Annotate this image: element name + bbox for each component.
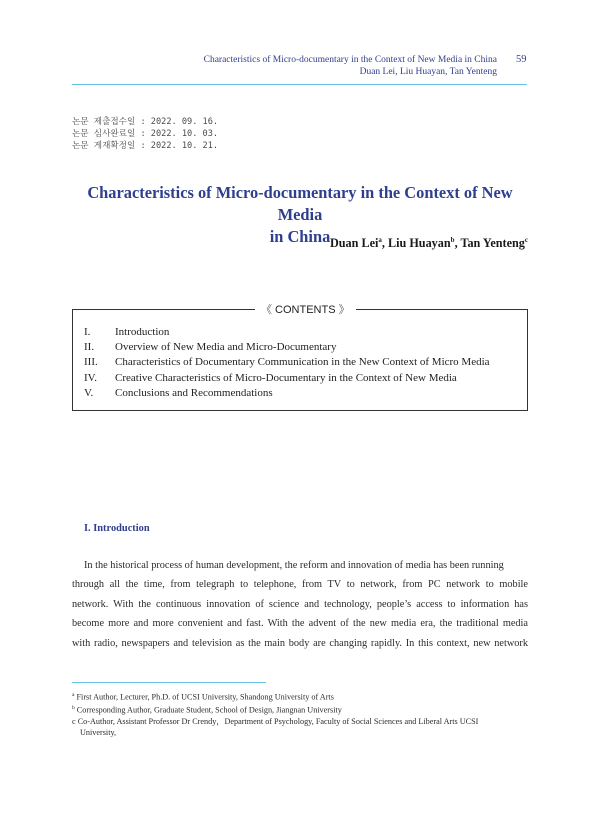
author-separator: , — [381, 236, 388, 251]
paragraph-line: through all the time, from telegraph to telephone, from TV to network, from PC network to mobile — [72, 579, 528, 591]
body-paragraph — [72, 556, 528, 653]
contents-heading: 《 CONTENTS 》 — [255, 301, 356, 317]
footnote-mark: c — [72, 717, 76, 727]
contents-list — [84, 325, 490, 401]
section-heading: I. Introduction — [84, 523, 150, 534]
footnote-mark: b — [72, 705, 75, 712]
contents-item — [84, 340, 490, 355]
date-accepted: 논문 게재확정일 : 2022. 10. 21. — [72, 141, 219, 151]
contents-item — [84, 355, 490, 370]
header-rule — [72, 84, 527, 85]
contents-item-label: Overview of New Media and Micro-Documentary — [115, 341, 337, 354]
footnote-text: Co-Author, Assistant Professor Dr Crendy，Department of Psychology, Faculty of Social Sciences and Liberal Arts UCSI — [75, 717, 479, 727]
contents-item-number: I. — [84, 326, 91, 338]
footnote-text: Corresponding Author, Graduate Student, School of Design, Jiangnan University — [74, 705, 342, 715]
footnote — [72, 716, 532, 727]
footnote-text: University, — [80, 728, 117, 738]
author-list — [72, 236, 528, 251]
contents-item — [84, 371, 490, 386]
author-name: Liu Huayan — [387, 236, 451, 251]
author-mark: a — [378, 236, 382, 244]
author-separator: , — [454, 236, 461, 251]
title-line-1: Characteristics of Micro-documentary in the Context of New Media — [87, 183, 513, 224]
contents-item-number: V. — [84, 386, 94, 399]
date-submitted: 논문 제출접수일 : 2022. 09. 16. — [72, 117, 219, 127]
contents-item-number: IV. — [84, 371, 97, 384]
paragraph-line: become more and more convenient and fast. With the advent of the new media era, the traditional media — [72, 618, 528, 630]
contents-item — [84, 386, 490, 401]
contents-item-label: Creative Characteristics of Micro-Documentary in the Context of New Media — [115, 371, 457, 384]
running-header — [0, 54, 497, 78]
title-line-2: in China — [269, 227, 331, 246]
author-mark: b — [450, 236, 455, 244]
footnote-continuation — [72, 727, 532, 738]
running-title: Characteristics of Micro-documentary in the Context of New Media in China — [203, 55, 497, 65]
paragraph-line: In the historical process of human development, the reform and innovation of media has been running — [84, 560, 504, 571]
contents-item-label: Characteristics of Documentary Communication in the New Context of Micro Media — [115, 356, 490, 369]
date-reviewed: 논문 심사완료일 : 2022. 10. 03. — [72, 129, 219, 139]
contents-item — [84, 325, 490, 340]
contents-item-label: Introduction — [115, 326, 170, 338]
author-mark: c — [524, 236, 528, 244]
footnote — [72, 690, 532, 703]
footnote-text: First Author, Lecturer, Ph.D. of UCSI University, Shandong University of Arts — [74, 692, 334, 702]
submission-dates — [72, 116, 218, 152]
author-name: Duan Lei — [329, 236, 379, 251]
footnote — [72, 703, 532, 716]
contents-item-label: Conclusions and Recommendations — [115, 386, 273, 399]
running-authors: Duan Lei, Liu Huayan, Tan Yenteng — [359, 67, 497, 77]
footnote-rule — [72, 682, 266, 683]
contents-item-number: III. — [84, 356, 98, 369]
footnote-mark: a — [72, 692, 75, 698]
page-number: 59 — [516, 54, 527, 65]
contents-item-number: II. — [84, 341, 95, 354]
paragraph-line: network. With the continuous innovation of science and technology, people’s access to information has — [72, 598, 528, 610]
footnotes — [72, 690, 532, 739]
paragraph-line: with radio, newspapers and television as the main body are changing rapidly. In this context, new network — [72, 637, 528, 649]
author-name: Tan Yenteng — [460, 236, 525, 251]
